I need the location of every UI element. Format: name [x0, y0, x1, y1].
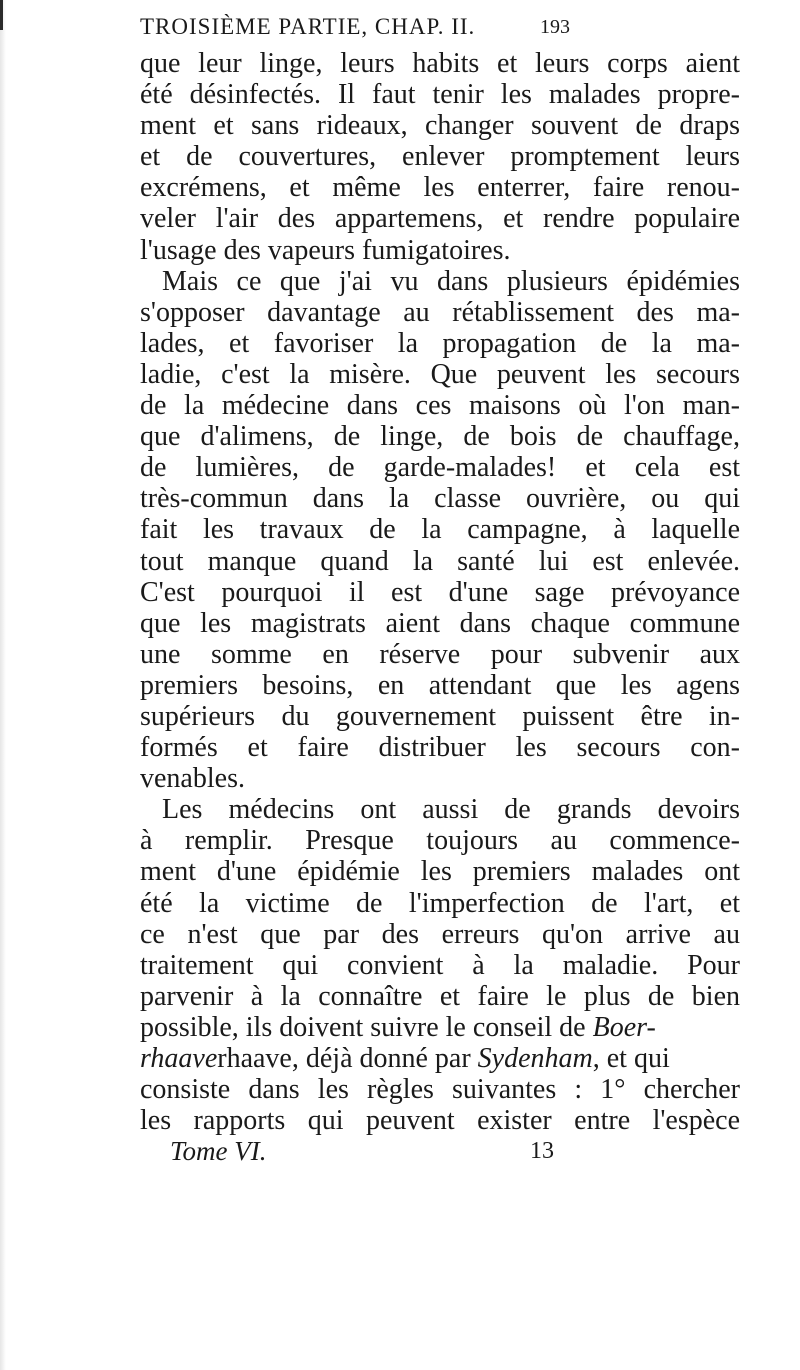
- author-name-boerhaave: Boer-: [592, 1011, 656, 1043]
- sheet-number: 13: [530, 1138, 554, 1165]
- text-line: une somme en réserve pour subvenir aux: [140, 638, 740, 670]
- body-text: [140, 48, 740, 1167]
- page-number: 193: [540, 16, 570, 38]
- text-line: traitement qui convient à la maladie. Pour: [140, 949, 740, 981]
- text-line: parvenir à la connaître et faire le plus de bien: [140, 980, 740, 1012]
- text-line: venables.: [140, 763, 245, 795]
- text-line: été la victime de l'imperfection de l'art, et: [140, 887, 740, 919]
- text-line-part: , et qui: [592, 1043, 670, 1074]
- text-line: consiste dans les règles suivantes : 1° chercher: [140, 1074, 740, 1106]
- text-line: très-commun dans la classe ouvrière, ou qui: [140, 483, 740, 515]
- text-line: [140, 1012, 740, 1043]
- volume-signature: Tome VI.: [170, 1136, 267, 1167]
- text-line: ce n'est que par des erreurs qu'on arrive au: [140, 918, 740, 950]
- text-line: excrémens, et même les enterrer, faire renou-: [140, 172, 740, 204]
- binding-edge: [0, 0, 6, 1370]
- text-line: premiers besoins, en attendant que les agens: [140, 669, 740, 701]
- author-name-sydenham: Sydenham: [477, 1043, 593, 1074]
- text-line: formés et faire distribuer les secours con-: [140, 732, 740, 764]
- text-line-part: rhaave, déjà donné par: [217, 1043, 478, 1074]
- text-line: lades, et favoriser la propagation de la ma-: [140, 327, 740, 359]
- text-line: l'usage des vapeurs fumigatoires.: [140, 234, 511, 266]
- text-line: C'est pourquoi il est d'une sage prévoyance: [140, 576, 740, 608]
- running-head: [140, 8, 570, 46]
- text-line: veler l'air des appartemens, et rendre populaire: [140, 203, 740, 235]
- binding-mark: [0, 0, 3, 30]
- text-line: été désinfectés. Il faut tenir les malades propre-: [140, 79, 740, 111]
- text-line: ment d'une épidémie les premiers malades ont: [140, 856, 740, 888]
- text-line: ment et sans rideaux, changer souvent de draps: [140, 110, 740, 142]
- text-line: que leur linge, leurs habits et leurs corps aient: [140, 48, 740, 79]
- text-line: que d'alimens, de linge, de bois de chauffage,: [140, 421, 740, 453]
- text-line-part: possible, ils doivent suivre le conseil de: [140, 1011, 593, 1043]
- text-line: s'opposer davantage au rétablissement des ma-: [140, 296, 740, 328]
- text-line: [140, 1043, 740, 1074]
- author-name-boerhaave-end: rhaave: [140, 1043, 218, 1074]
- text-line: Mais ce que j'ai vu dans plusieurs épidémies: [162, 265, 740, 297]
- text-line: que les magistrats aient dans chaque commune: [140, 607, 740, 639]
- signature-line: [140, 1136, 740, 1167]
- text-line: les rapports qui peuvent exister entre l'espèce: [140, 1105, 740, 1137]
- text-line: de lumières, de garde-malades! et cela est: [140, 452, 740, 484]
- text-line: fait les travaux de la campagne, à laquelle: [140, 514, 740, 546]
- text-line: supérieurs du gouvernement puissent être in-: [140, 700, 740, 732]
- text-line: et de couvertures, enlever promptement leurs: [140, 141, 740, 173]
- text-line: ladie, c'est la misère. Que peuvent les secours: [140, 358, 740, 390]
- text-line: de la médecine dans ces maisons où l'on man-: [140, 390, 740, 422]
- text-line: Les médecins ont aussi de grands devoirs: [162, 794, 740, 826]
- running-title: TROISIÈME PARTIE, CHAP. II.: [140, 14, 476, 39]
- text-line: tout manque quand la santé lui est enlevée.: [140, 545, 740, 577]
- text-line: à remplir. Presque toujours au commence-: [140, 825, 740, 857]
